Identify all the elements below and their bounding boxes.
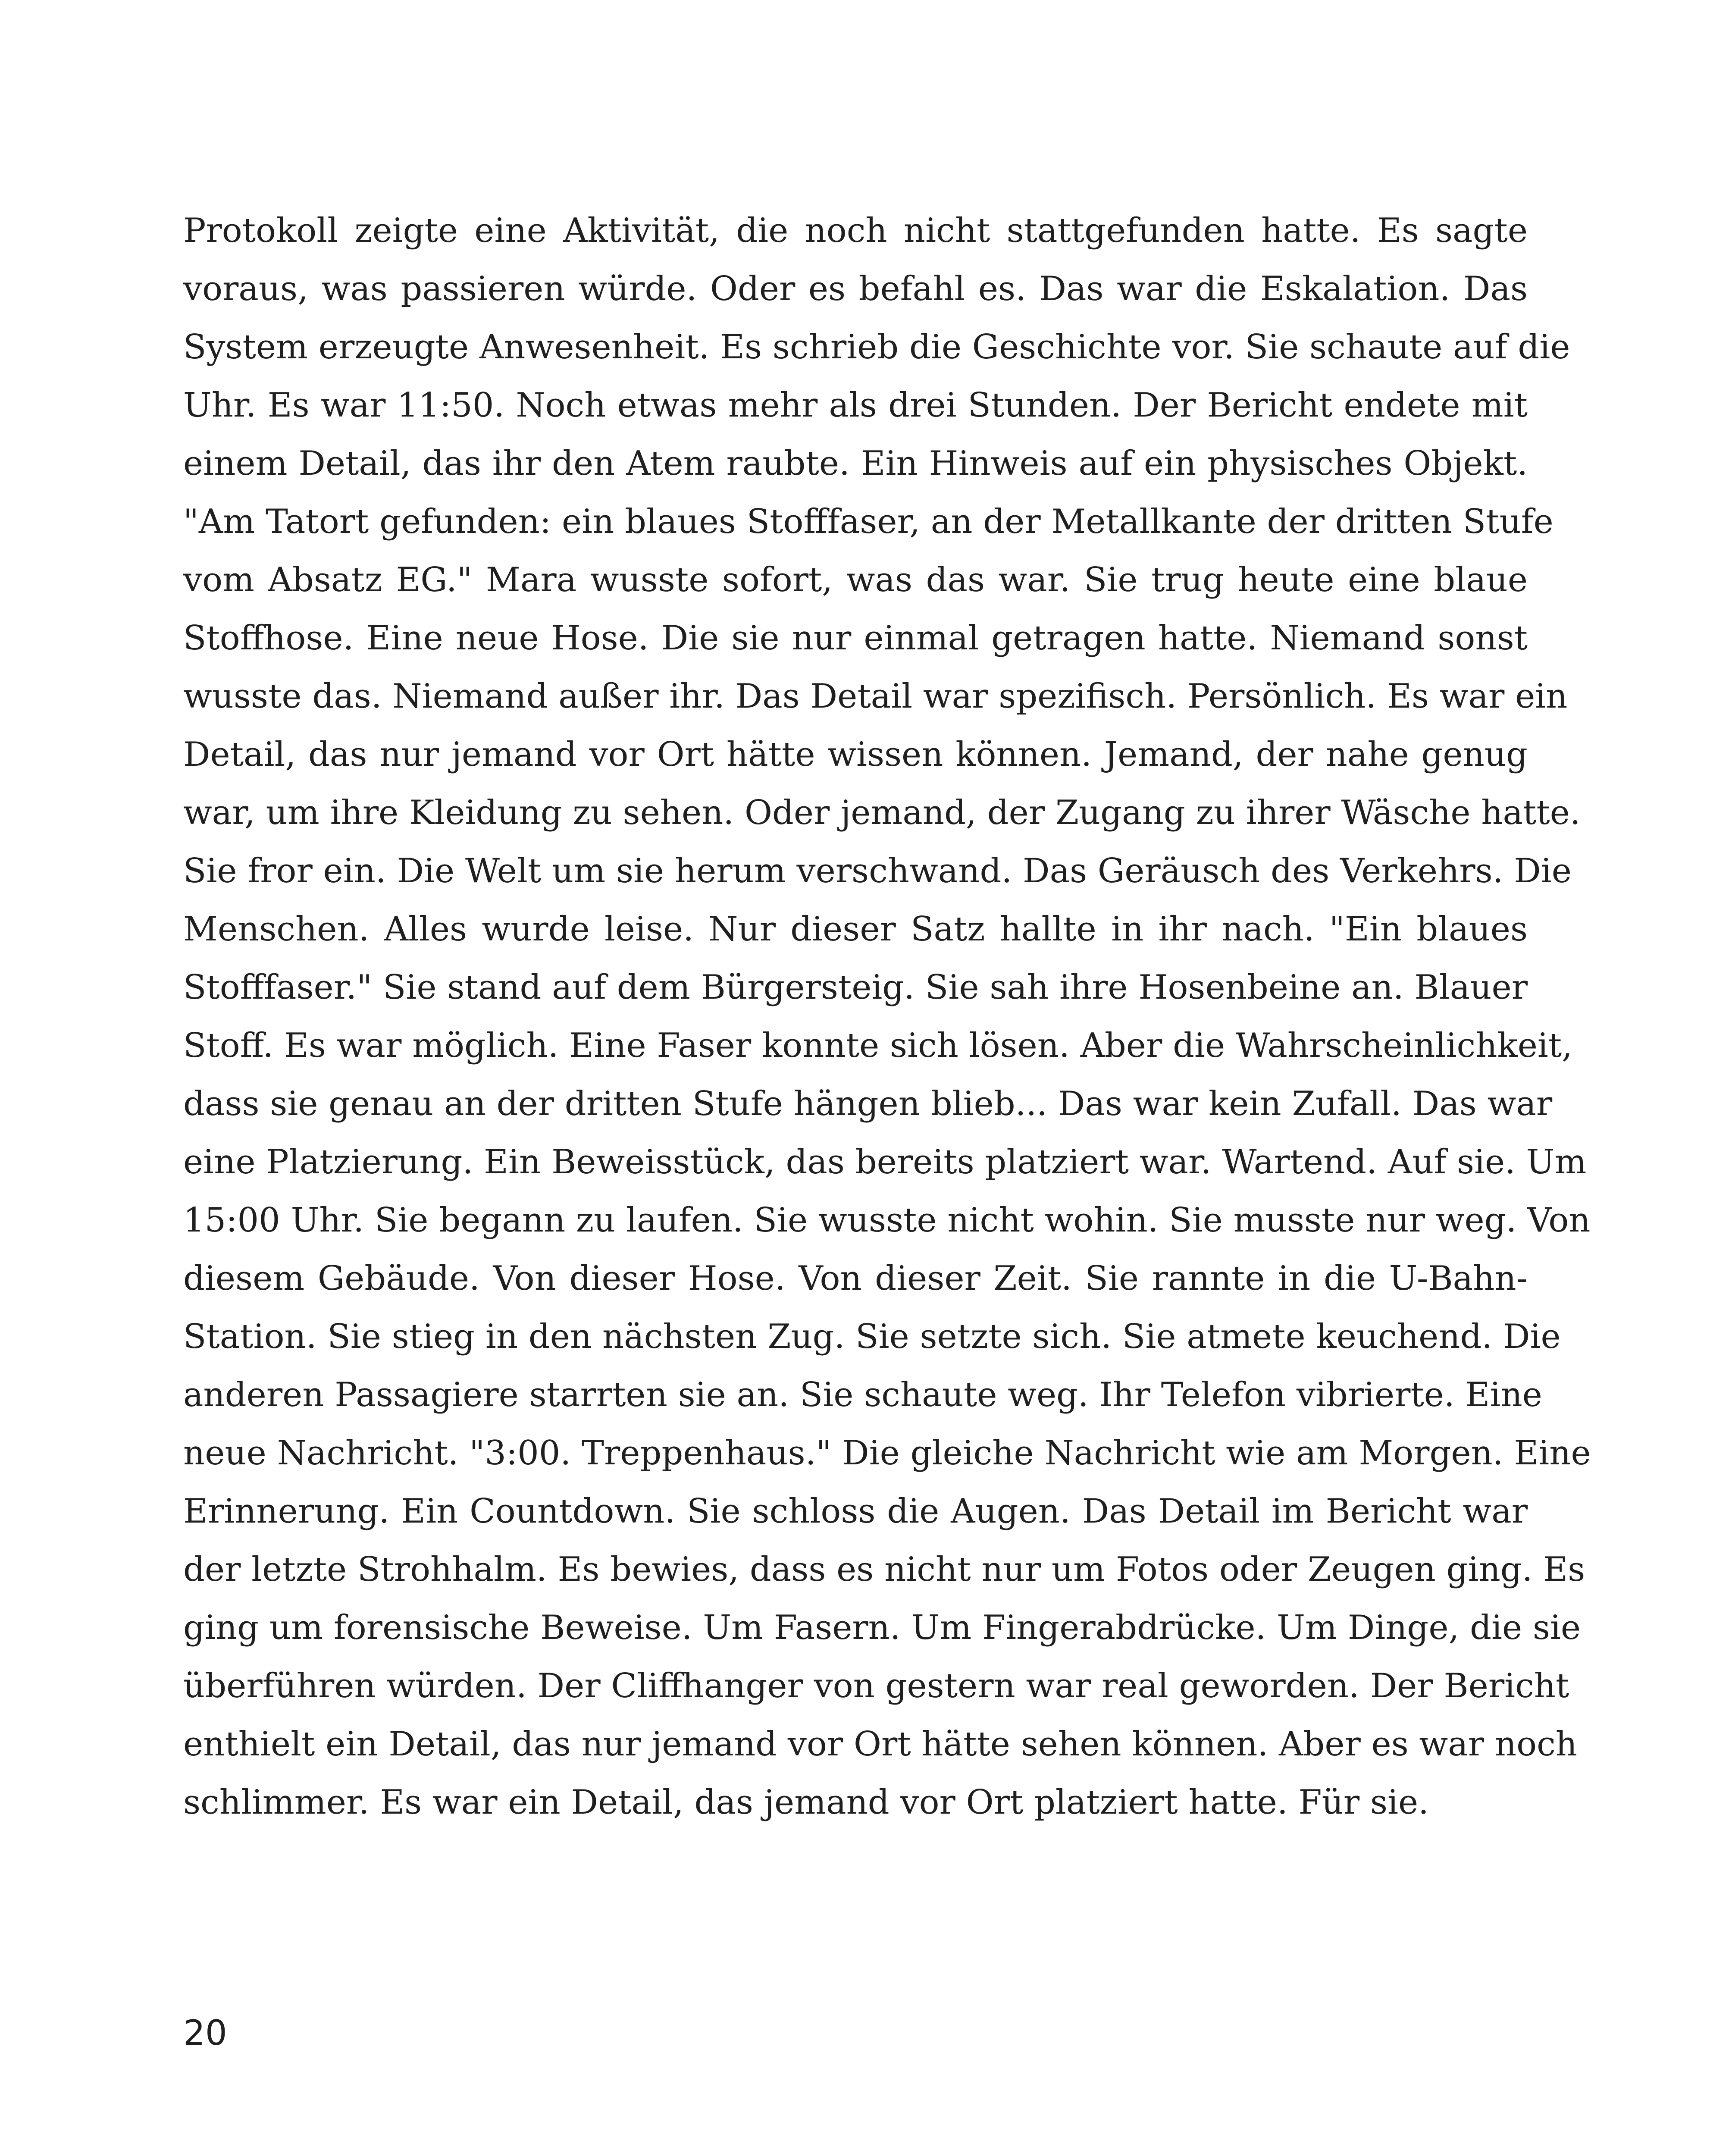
text-line: ging um forensische Beweise. Um Fasern. Um Fingerabdrücke. Um Dinge, die sie <box>183 1608 1581 1647</box>
body-paragraph <box>183 202 1591 1832</box>
text-line: vom Absatz EG." Mara wusste sofort, was das war. Sie trug heute eine blaue <box>183 561 1528 599</box>
text-line: war, um ihre Kleidung zu sehen. Oder jemand, der Zugang zu ihrer Wäsche hatte. <box>183 793 1581 832</box>
text-line: enthielt ein Detail, das nur jemand vor Ort hätte sehen können. Aber es war noch <box>183 1725 1578 1764</box>
text-line: Erinnerung. Ein Countdown. Sie schloss die Augen. Das Detail im Bericht war <box>183 1492 1528 1531</box>
text-line: Stoffhose. Eine neue Hose. Die sie nur einmal getragen hatte. Niemand sonst <box>183 619 1528 658</box>
text-line: der letzte Strohhalm. Es bewies, dass es nicht nur um Fotos oder Zeugen ging. Es <box>183 1550 1585 1589</box>
page-number: 20 <box>183 2013 227 2053</box>
text-line: diesem Gebäude. Von dieser Hose. Von dieser Zeit. Sie rannte in die U-Bahn- <box>183 1259 1528 1298</box>
text-line: eine Platzierung. Ein Beweisstück, das bereits platziert war. Wartend. Auf sie. Um <box>183 1143 1587 1181</box>
text-line: Sie fror ein. Die Welt um sie herum verschwand. Das Geräusch des Verkehrs. Die <box>183 852 1572 890</box>
text-line: wusste das. Niemand außer ihr. Das Detail war spezifisch. Persönlich. Es war ein <box>183 677 1568 716</box>
text-line: Uhr. Es war 11:50. Noch etwas mehr als drei Stunden. Der Bericht endete mit <box>183 386 1528 425</box>
text-line: Protokoll zeigte eine Aktivität, die noch nicht stattgefunden hatte. Es sagte <box>183 211 1528 250</box>
text-line: System erzeugte Anwesenheit. Es schrieb die Geschichte vor. Sie schaute auf die <box>183 328 1570 367</box>
text-line: Station. Sie stieg in den nächsten Zug. Sie setzte sich. Sie atmete keuchend. Die <box>183 1317 1561 1356</box>
text-line: Stoff. Es war möglich. Eine Faser konnte sich lösen. Aber die Wahrscheinlichkeit, <box>183 1026 1572 1065</box>
text-line: dass sie genau an der dritten Stufe hängen blieb... Das war kein Zufall. Das war <box>183 1084 1553 1123</box>
text-line: Stofffaser." Sie stand auf dem Bürgersteig. Sie sah ihre Hosenbeine an. Blauer <box>183 968 1528 1007</box>
text-line: schlimmer. Es war ein Detail, das jemand vor Ort platziert hatte. Für sie. <box>183 1783 1429 1822</box>
text-line: Detail, das nur jemand vor Ort hätte wissen können. Jemand, der nahe genug <box>183 735 1528 774</box>
text-line: anderen Passagiere starrten sie an. Sie schaute weg. Ihr Telefon vibrierte. Eine <box>183 1376 1542 1414</box>
text-line: "Am Tatort gefunden: ein blaues Stofffaser, an der Metallkante der dritten Stufe <box>183 502 1553 541</box>
text-line: Menschen. Alles wurde leise. Nur dieser Satz hallte in ihr nach. "Ein blaues <box>183 910 1528 949</box>
text-line: voraus, was passieren würde. Oder es befahl es. Das war die Eskalation. Das <box>183 270 1528 308</box>
text-line: einem Detail, das ihr den Atem raubte. Ein Hinweis auf ein physisches Objekt. <box>183 444 1528 483</box>
text-line: neue Nachricht. "3:00. Treppenhaus." Die gleiche Nachricht wie am Morgen. Eine <box>183 1434 1591 1473</box>
text-line: 15:00 Uhr. Sie begann zu laufen. Sie wusste nicht wohin. Sie musste nur weg. Von <box>183 1201 1591 1240</box>
text-line: überführen würden. Der Cliffhanger von gestern war real geworden. Der Bericht <box>183 1667 1569 1705</box>
